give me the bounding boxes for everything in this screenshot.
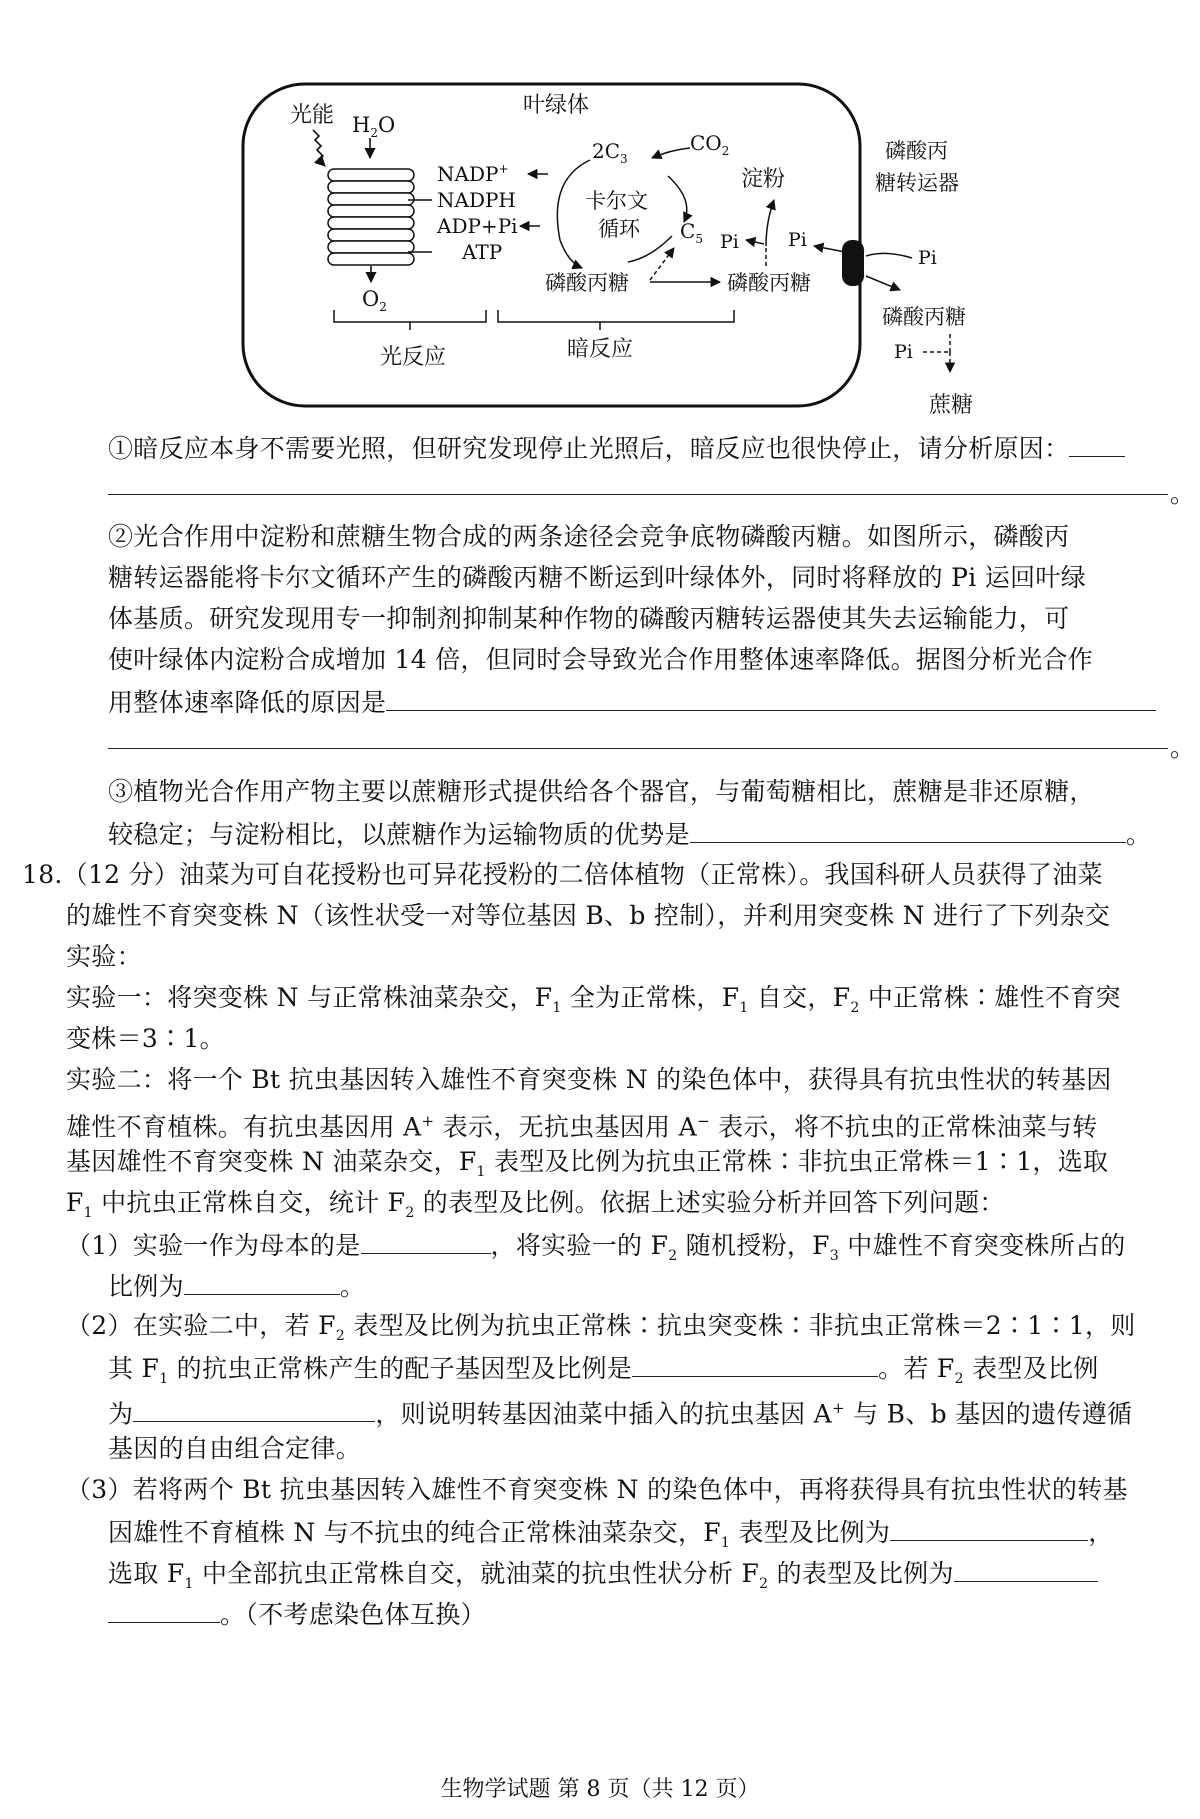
q18-part1-blank-1[interactable] (361, 1227, 491, 1254)
q1-text: ①暗反应本身不需要光照，但研究发现停止光照后，暗反应也很快停止，请分析原因： (108, 434, 1070, 463)
light-zigzag-icon (313, 130, 325, 166)
pi-label-1: Pi (720, 231, 739, 253)
q3-answer-blank[interactable] (690, 816, 1126, 843)
o2-label: $O_2$ (362, 287, 387, 314)
nadp-plus-label: NADP+ (437, 162, 509, 186)
q18-exp2-line-3: 基因雄性不育突变株 N 油菜杂交，$F_1$ 表型及比例为抗虫正常株∶非抗虫正常株＝1∶1，选取 (66, 1147, 1109, 1180)
q18-part1-line-2: 比例为 。 (108, 1268, 1200, 1304)
q18-part2-line-3: 为 ，则说明转基因油菜中插入的抗虫基因 A+ 与 B、b 基因的遗传遵循 (108, 1391, 1200, 1431)
pi-label-2: Pi (788, 229, 807, 251)
q18-part3-line-4: 。（不考虑染色体互换） (108, 1596, 1200, 1632)
calvin-cycle-label-2: 循环 (598, 217, 640, 241)
q18-part3-blank-2[interactable] (954, 1555, 1098, 1582)
q18-exp1-line-1: 实验一：将突变株 N 与正常株油菜杂交，$F_1$ 全为正常株，$F_1$ 自交，$F_2$ 中正常株∶雄性不育突 (66, 983, 1121, 1016)
q18-part3-line-1: （3）若将两个 Bt 抗虫基因转入雄性不育突变株 N 的染色体中，再将获得具有抗虫性状的转基 (66, 1475, 1128, 1504)
calvin-cycle-arc (557, 160, 590, 268)
transporter-label-1: 磷酸丙 (885, 139, 948, 163)
light-reaction-bracket (334, 310, 486, 322)
q1-line (108, 430, 1200, 466)
q1-period: 。 (1170, 479, 1196, 508)
light-energy-label: 光能 (290, 103, 335, 128)
triose-phosphate-label-3: 磷酸丙糖 (882, 305, 966, 329)
pi-label-4: Pi (894, 341, 913, 363)
q2-text-5: 用整体速率降低的原因是 (108, 688, 387, 717)
q18-part2-blank-2[interactable] (133, 1395, 375, 1422)
q18-part3-blank-1[interactable] (890, 1514, 1088, 1541)
h2o-label: $H_2O$ (352, 113, 396, 140)
q18-exp2-line-4: $F_1$ 中抗虫正常株自交，统计 $F_2$ 的表型及比例。依据上述实验分析并回答下列问题： (66, 1188, 1005, 1221)
q18-line-1: 18.（12 分）油菜为可自花授粉也可异花授粉的二倍体植物（正常株）。我国科研人员获得了油菜 (22, 860, 1103, 889)
chloroplast-label: 叶绿体 (523, 93, 590, 118)
q3-text-2: 较稳定；与淀粉相比，以蔗糖作为运输物质的优势是 (108, 820, 690, 849)
q2-line-3: 体基质。研究发现用专一抑制剂抑制某种作物的磷酸丙糖转运器使其失去运输能力，可 (108, 604, 1070, 633)
pi-label-3: Pi (918, 247, 937, 269)
q2-line-2: 糖转运器能将卡尔文循环产生的磷酸丙糖不断运到叶绿体外，同时将释放的 Pi 运回叶绿 (108, 563, 1087, 592)
q18-exp2-line-1: 实验二：将一个 Bt 抗虫基因转入雄性不育突变株 N 的染色体中，获得具有抗虫性状的转基因 (66, 1065, 1112, 1094)
q18-part3-blank-3[interactable] (108, 1596, 220, 1623)
q1-line-2 (108, 468, 1200, 504)
c5-label: $C_5$ (680, 219, 703, 246)
dark-reaction-bracket (498, 310, 734, 322)
nadph-label: NADPH (437, 188, 516, 212)
q18-part1-line-1: （1）实验一作为母本的是 ，将实验一的 $F_2$ 随机授粉，$F_3$ 中雄性不育突变株所占的 (66, 1227, 1200, 1273)
q18-exp2-line-2: 雄性不育植株。有抗虫基因用 A+ 表示，无抗虫基因用 A− 表示，将不抗虫的正常株油菜与转 (66, 1112, 1098, 1142)
triose-phosphate-label-2: 磷酸丙糖 (727, 271, 811, 295)
sucrose-label: 蔗糖 (929, 393, 974, 418)
q2-period: 。 (1170, 733, 1196, 762)
q2-line-5 (108, 684, 1200, 720)
thylakoid-stack (328, 169, 414, 265)
atp-label: ATP (462, 240, 503, 264)
q18-part3-line-3: 选取 $F_1$ 中全部抗虫正常株自交，就油菜的抗虫性状分析 $F_2$ 的表型及比例为 (108, 1555, 1200, 1601)
triose-phosphate-transporter (842, 240, 864, 286)
q18-part2-line-4: 基因的自由组合定律。 (108, 1434, 362, 1463)
page-footer: 生物学试题 第 8 页（共 12 页） (440, 1777, 760, 1802)
transporter-label-2: 糖转运器 (875, 171, 959, 195)
calvin-cycle-label-1: 卡尔文 (585, 189, 648, 213)
q18-part2-line-2: 其 $F_1$ 的抗虫正常株产生的配子基因型及比例是 。若 $F_2$ 表型及比例 (108, 1350, 1200, 1396)
triose-phosphate-label-1: 磷酸丙糖 (545, 271, 629, 295)
q2-line-4: 使叶绿体内淀粉合成增加 14 倍，但同时会导致光合作用整体速率降低。据图分析光合作 (108, 645, 1094, 674)
q3-line-1: ③植物光合作用产物主要以蔗糖形式提供给各个器官，与葡萄糖相比，蔗糖是非还原糖， (108, 777, 1095, 806)
q18-part3-line-2: 因雄性不育植株 N 与不抗虫的纯合正常株油菜杂交，$F_1$ 表型及比例为 ， (108, 1514, 1200, 1560)
q1-answer-blank-2[interactable] (108, 468, 1168, 495)
q18-line-3: 实验： (66, 942, 142, 971)
adp-pi-label: ADP+Pi (437, 214, 518, 238)
q2-answer-blank-1[interactable] (386, 684, 1156, 711)
q1-answer-blank-1[interactable] (1069, 430, 1125, 457)
q18-part2-blank-1[interactable] (632, 1350, 878, 1377)
q2-line-6 (108, 722, 1200, 758)
q3-line-2: 较稳定；与淀粉相比，以蔗糖作为运输物质的优势是 。 (108, 816, 1200, 852)
q2-line-1: ②光合作用中淀粉和蔗糖生物合成的两条途径会竞争底物磷酸丙糖。如图所示，磷酸丙 (108, 522, 1070, 551)
q18-exp1-line-2: 变株＝3∶1。 (66, 1024, 225, 1053)
q18-line-2: 的雄性不育突变株 N（该性状受一对等位基因 B、b 控制），并利用突变株 N 进行了下列杂交 (66, 901, 1111, 930)
starch-label: 淀粉 (741, 167, 786, 192)
chloroplast-diagram (0, 0, 1200, 430)
dark-reaction-label: 暗反应 (567, 337, 634, 362)
light-reaction-label: 光反应 (380, 345, 447, 370)
co2-label: $CO_2$ (690, 131, 730, 158)
q2-answer-blank-2[interactable] (108, 722, 1168, 749)
q18-part1-blank-2[interactable] (184, 1268, 340, 1295)
c3-label: $2C_3$ (592, 139, 628, 166)
q18-part2-line-1: （2）在实验二中，若 $F_2$ 表型及比例为抗虫正常株∶抗虫突变株∶非抗虫正常株＝2∶1∶1，则 (66, 1311, 1136, 1344)
